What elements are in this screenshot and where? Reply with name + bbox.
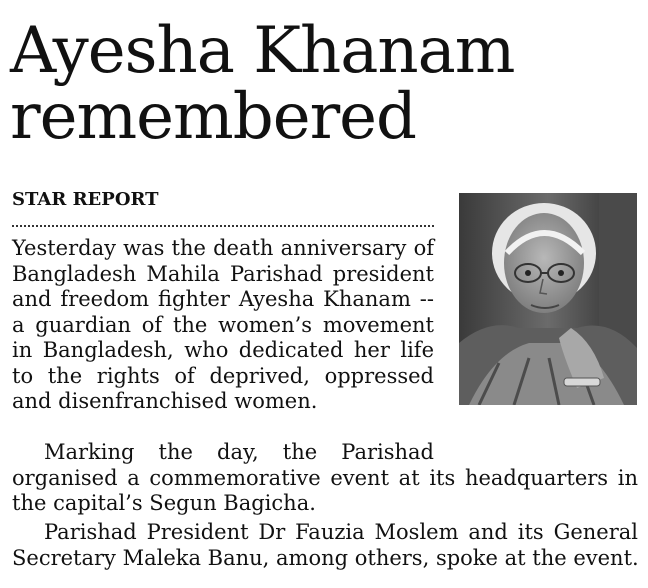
paragraph-1-line: Bangladesh Mahila Parishad president: [12, 261, 434, 286]
paragraph-1-line: and freedom fighter Ayesha Khanam --: [12, 287, 434, 311]
paragraph-2-line: the capital’s Segun Bagicha.: [12, 491, 316, 515]
paragraph-1: [12, 236, 434, 415]
paragraph-1-line: and disenfranchised women.: [12, 389, 318, 413]
paragraph-3-line: Parishad President Dr Fauzia Moslem and its General: [44, 520, 638, 544]
headline-line-2: remembered: [10, 80, 416, 154]
paragraph-3: [12, 520, 638, 571]
headline-line-1: Ayesha Khanam: [10, 14, 515, 88]
paragraph-1-line: a guardian of the women’s movement: [12, 312, 434, 337]
paragraph-1-line: Yesterday was the death anniversary of: [12, 236, 434, 260]
paragraph-1-line: in Bangladesh, who dedicated her life: [12, 338, 434, 362]
paragraph-2-line: Marking the day, the Parishad: [44, 440, 434, 464]
byline: STAR REPORT: [12, 189, 159, 210]
headline: [10, 14, 515, 154]
paragraph-2-line: organised a commemorative event at its headquarters in: [12, 465, 638, 490]
portrait-photo: [459, 193, 637, 405]
paragraph-1-line: to the rights of deprived, oppressed: [12, 363, 434, 388]
dotted-divider: [12, 225, 434, 227]
paragraph-2: [12, 440, 638, 517]
paragraph-3-line: Secretary Maleka Banu, among others, spoke at the event.: [12, 545, 639, 570]
